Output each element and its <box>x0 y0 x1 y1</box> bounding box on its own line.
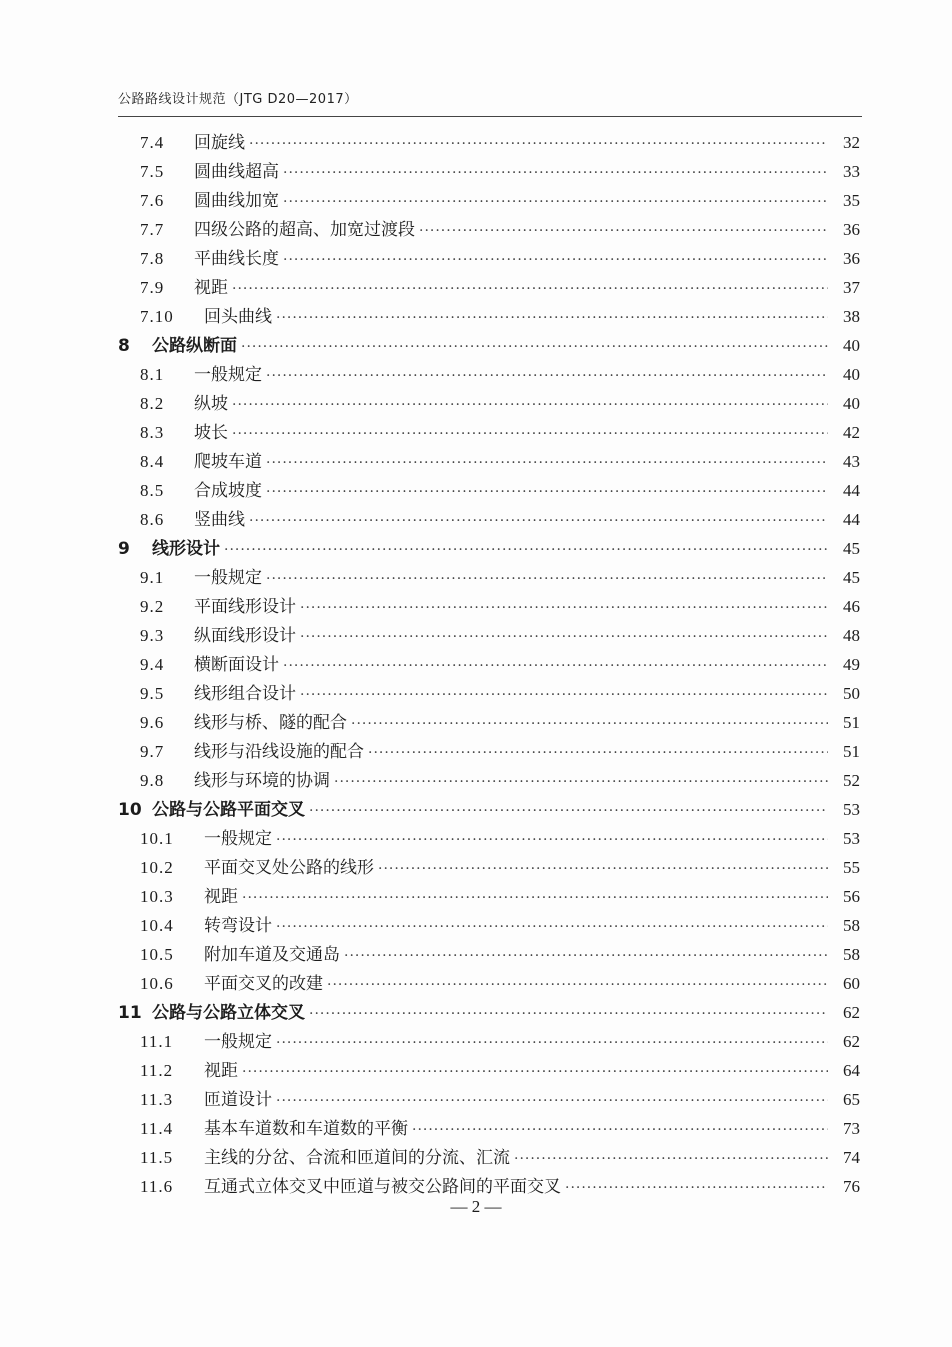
toc-entry-number: 11.2 <box>140 1061 174 1080</box>
toc-leader-dots <box>276 826 828 855</box>
toc-entry-number: 8 <box>118 336 130 356</box>
toc-entry-page: 58 <box>843 945 860 964</box>
toc-leader-dots <box>344 942 828 971</box>
toc-leader-dots <box>412 1116 828 1145</box>
toc-leader-dots <box>283 159 828 188</box>
toc-entry-page: 60 <box>843 974 860 993</box>
toc-entry[interactable] <box>118 534 860 563</box>
toc-entry-page: 43 <box>843 452 860 471</box>
toc-entry[interactable] <box>118 621 860 650</box>
toc-leader-dots <box>300 681 828 710</box>
toc-leader-dots <box>276 913 828 942</box>
toc-entry-page: 42 <box>843 423 860 442</box>
toc-entry-page: 36 <box>843 249 860 268</box>
toc-entry-page: 62 <box>843 1032 860 1051</box>
toc-leader-dots <box>300 594 828 623</box>
toc-entry[interactable] <box>118 302 860 331</box>
toc-entry-number: 7.6 <box>140 191 165 210</box>
toc-entry[interactable] <box>118 737 860 766</box>
toc-entry[interactable] <box>118 1085 860 1114</box>
toc-entry[interactable] <box>118 563 860 592</box>
toc-entry-number: 10 <box>118 800 142 820</box>
toc-entry-page: 52 <box>843 771 860 790</box>
toc-entry[interactable] <box>118 1114 860 1143</box>
toc-entry-page: 45 <box>843 539 860 558</box>
toc-entry-title: 视距 <box>194 278 228 298</box>
toc-entry-page: 33 <box>843 162 860 181</box>
toc-entry-title: 纵面线形设计 <box>194 626 296 646</box>
toc-entry-title: 一般规定 <box>194 365 262 385</box>
toc-entry-title: 坡长 <box>194 423 228 443</box>
toc-entry-title: 一般规定 <box>204 829 272 849</box>
toc-leader-dots <box>266 449 828 478</box>
toc-entry[interactable] <box>118 882 860 911</box>
toc-entry-number: 9.4 <box>140 655 165 674</box>
toc-entry-title: 附加车道及交通岛 <box>204 945 340 965</box>
toc-entry-number: 7.10 <box>140 307 174 326</box>
toc-entry-number: 11.3 <box>140 1090 174 1109</box>
toc-entry-title: 平面交叉的改建 <box>204 974 323 994</box>
toc-entry-number: 9.6 <box>140 713 165 732</box>
toc-entry-number: 8.6 <box>140 510 165 529</box>
toc-entry[interactable] <box>118 447 860 476</box>
toc-leader-dots <box>419 217 828 246</box>
toc-entry-number: 10.2 <box>140 858 174 877</box>
toc-entry[interactable] <box>118 766 860 795</box>
toc-entry-page: 38 <box>843 307 860 326</box>
toc-entry-page: 76 <box>843 1177 860 1196</box>
toc-entry-title: 线形与桥、隧的配合 <box>194 713 347 733</box>
toc-entry-title: 视距 <box>204 1061 238 1081</box>
toc-leader-dots <box>276 1029 828 1058</box>
toc-leader-dots <box>266 565 828 594</box>
toc-leader-dots <box>249 507 828 536</box>
toc-entry[interactable] <box>118 1143 860 1172</box>
toc-entry-number: 7.5 <box>140 162 165 181</box>
toc-entry-page: 50 <box>843 684 860 703</box>
toc-entry-page: 55 <box>843 858 860 877</box>
toc-entry-number: 7.8 <box>140 249 165 268</box>
toc-leader-dots <box>276 1087 828 1116</box>
toc-entry-title: 横断面设计 <box>194 655 279 675</box>
toc-entry-title: 视距 <box>204 887 238 907</box>
toc-entry-number: 9.3 <box>140 626 165 645</box>
toc-entry[interactable] <box>118 360 860 389</box>
toc-entry-page: 48 <box>843 626 860 645</box>
toc-entry-title: 一般规定 <box>204 1032 272 1052</box>
toc-leader-dots <box>514 1145 828 1174</box>
toc-leader-dots <box>242 1058 828 1087</box>
toc-entry-number: 9.5 <box>140 684 165 703</box>
toc-entry-number: 11.5 <box>140 1148 174 1167</box>
toc-entry[interactable] <box>118 418 860 447</box>
running-header: 公路路线设计规范（JTG D20—2017） <box>118 92 358 107</box>
toc-entry-title: 回头曲线 <box>204 307 272 327</box>
toc-entry-page: 36 <box>843 220 860 239</box>
toc-entry[interactable] <box>118 128 860 157</box>
toc-entry-title: 竖曲线 <box>194 510 245 530</box>
toc-entry[interactable] <box>118 824 860 853</box>
toc-leader-dots <box>378 855 828 884</box>
page-number: — 2 — <box>450 1197 502 1216</box>
toc-entry[interactable] <box>118 244 860 273</box>
toc-leader-dots <box>232 420 828 449</box>
toc-entry-number: 10.6 <box>140 974 174 993</box>
toc-entry-title: 平曲线长度 <box>194 249 279 269</box>
toc-entry-title: 纵坡 <box>194 394 228 414</box>
toc-leader-dots <box>300 623 828 652</box>
toc-entry[interactable] <box>118 998 860 1027</box>
toc-entry[interactable] <box>118 157 860 186</box>
toc-entry-title: 公路与公路平面交叉 <box>152 800 305 820</box>
toc-entry-title: 互通式立体交叉中匝道与被交公路间的平面交叉 <box>204 1177 561 1197</box>
toc-entry-page: 65 <box>843 1090 860 1109</box>
toc-entry-page: 49 <box>843 655 860 674</box>
toc-entry-title: 公路纵断面 <box>152 336 237 356</box>
toc-entry-number: 8.5 <box>140 481 165 500</box>
toc-entry[interactable] <box>118 186 860 215</box>
toc-entry-number: 11.4 <box>140 1119 174 1138</box>
toc-entry-title: 爬坡车道 <box>194 452 262 472</box>
toc-entry-number: 8.2 <box>140 394 165 413</box>
toc-entry-number: 10.1 <box>140 829 174 848</box>
toc-entry[interactable] <box>118 650 860 679</box>
toc-entry-title: 圆曲线加宽 <box>194 191 279 211</box>
toc-entry[interactable] <box>118 940 860 969</box>
toc-entry-title: 平面线形设计 <box>194 597 296 617</box>
toc-leader-dots <box>276 304 828 333</box>
toc-entry[interactable] <box>118 1056 860 1085</box>
toc-entry-number: 11 <box>118 1003 142 1023</box>
toc-entry-number: 9.7 <box>140 742 165 761</box>
toc-entry-title: 主线的分岔、合流和匝道间的分流、汇流 <box>204 1148 510 1168</box>
toc-leader-dots <box>368 739 828 768</box>
toc-entry-number: 9 <box>118 539 130 559</box>
toc-entry-title: 回旋线 <box>194 133 245 153</box>
toc-entry-page: 58 <box>843 916 860 935</box>
toc-entry-page: 40 <box>843 336 860 355</box>
toc-entry[interactable] <box>118 969 860 998</box>
toc-entry-page: 46 <box>843 597 860 616</box>
toc-leader-dots <box>232 391 828 420</box>
toc-entry-title: 一般规定 <box>194 568 262 588</box>
toc-entry-page: 64 <box>843 1061 860 1080</box>
toc-entry-page: 44 <box>843 481 860 500</box>
toc-entry-title: 线形设计 <box>152 539 220 559</box>
toc-entry[interactable] <box>118 273 860 302</box>
toc-entry[interactable] <box>118 679 860 708</box>
toc-entry[interactable] <box>118 708 860 737</box>
toc-entry-number: 9.1 <box>140 568 165 587</box>
toc-leader-dots <box>334 768 828 797</box>
toc-entry[interactable] <box>118 331 860 360</box>
toc-entry-title: 基本车道数和车道数的平衡 <box>204 1119 408 1139</box>
toc-entry-page: 37 <box>843 278 860 297</box>
toc-entry-number: 9.8 <box>140 771 165 790</box>
toc-entry-page: 73 <box>843 1119 860 1138</box>
toc-entry[interactable] <box>118 389 860 418</box>
toc-entry-title: 匝道设计 <box>204 1090 272 1110</box>
toc-leader-dots <box>309 1000 828 1029</box>
toc-entry[interactable] <box>118 505 860 534</box>
toc-leader-dots <box>283 246 828 275</box>
toc-entry-number: 7.7 <box>140 220 165 239</box>
toc-leader-dots <box>309 797 828 826</box>
toc-entry-number: 8.3 <box>140 423 165 442</box>
toc-leader-dots <box>327 971 828 1000</box>
toc-entry-title: 圆曲线超高 <box>194 162 279 182</box>
toc-entry-page: 35 <box>843 191 860 210</box>
toc-entry-number: 10.4 <box>140 916 174 935</box>
toc-entry-page: 53 <box>843 829 860 848</box>
toc-entry-title: 合成坡度 <box>194 481 262 501</box>
toc-entry-title: 转弯设计 <box>204 916 272 936</box>
toc-leader-dots <box>283 188 828 217</box>
toc-entry[interactable] <box>118 853 860 882</box>
toc-entry-page: 45 <box>843 568 860 587</box>
toc-entry-title: 四级公路的超高、加宽过渡段 <box>194 220 415 240</box>
toc-entry-number: 7.4 <box>140 133 165 152</box>
table-of-contents <box>118 128 860 1201</box>
toc-leader-dots <box>249 130 828 159</box>
toc-entry-page: 40 <box>843 365 860 384</box>
toc-leader-dots <box>351 710 828 739</box>
toc-entry-number: 8.4 <box>140 452 165 471</box>
toc-entry-title: 平面交叉处公路的线形 <box>204 858 374 878</box>
toc-entry-page: 44 <box>843 510 860 529</box>
toc-entry-number: 10.5 <box>140 945 174 964</box>
toc-entry-page: 62 <box>843 1003 860 1022</box>
toc-entry-title: 线形组合设计 <box>194 684 296 704</box>
toc-entry-page: 56 <box>843 887 860 906</box>
header-rule <box>118 116 862 117</box>
toc-entry-page: 51 <box>843 742 860 761</box>
toc-entry-title: 公路与公路立体交叉 <box>152 1003 305 1023</box>
toc-entry-page: 51 <box>843 713 860 732</box>
toc-leader-dots <box>232 275 828 304</box>
toc-entry-page: 40 <box>843 394 860 413</box>
toc-leader-dots <box>241 333 828 362</box>
toc-leader-dots <box>283 652 828 681</box>
toc-entry-page: 74 <box>843 1148 860 1167</box>
toc-entry-page: 32 <box>843 133 860 152</box>
toc-entry-number: 10.3 <box>140 887 174 906</box>
toc-entry[interactable] <box>118 795 860 824</box>
toc-entry[interactable] <box>118 215 860 244</box>
toc-entry-number: 7.9 <box>140 278 165 297</box>
toc-entry[interactable] <box>118 592 860 621</box>
toc-entry[interactable] <box>118 1027 860 1056</box>
toc-leader-dots <box>266 478 828 507</box>
toc-entry-number: 11.1 <box>140 1032 174 1051</box>
toc-entry-number: 11.6 <box>140 1177 174 1196</box>
toc-entry[interactable] <box>118 911 860 940</box>
toc-leader-dots <box>242 884 828 913</box>
toc-leader-dots <box>266 362 828 391</box>
toc-entry-title: 线形与沿线设施的配合 <box>194 742 364 762</box>
toc-leader-dots <box>224 536 828 565</box>
toc-entry-page: 53 <box>843 800 860 819</box>
toc-entry[interactable] <box>118 476 860 505</box>
toc-entry-title: 线形与环境的协调 <box>194 771 330 791</box>
toc-entry-number: 9.2 <box>140 597 165 616</box>
toc-entry-number: 8.1 <box>140 365 165 384</box>
